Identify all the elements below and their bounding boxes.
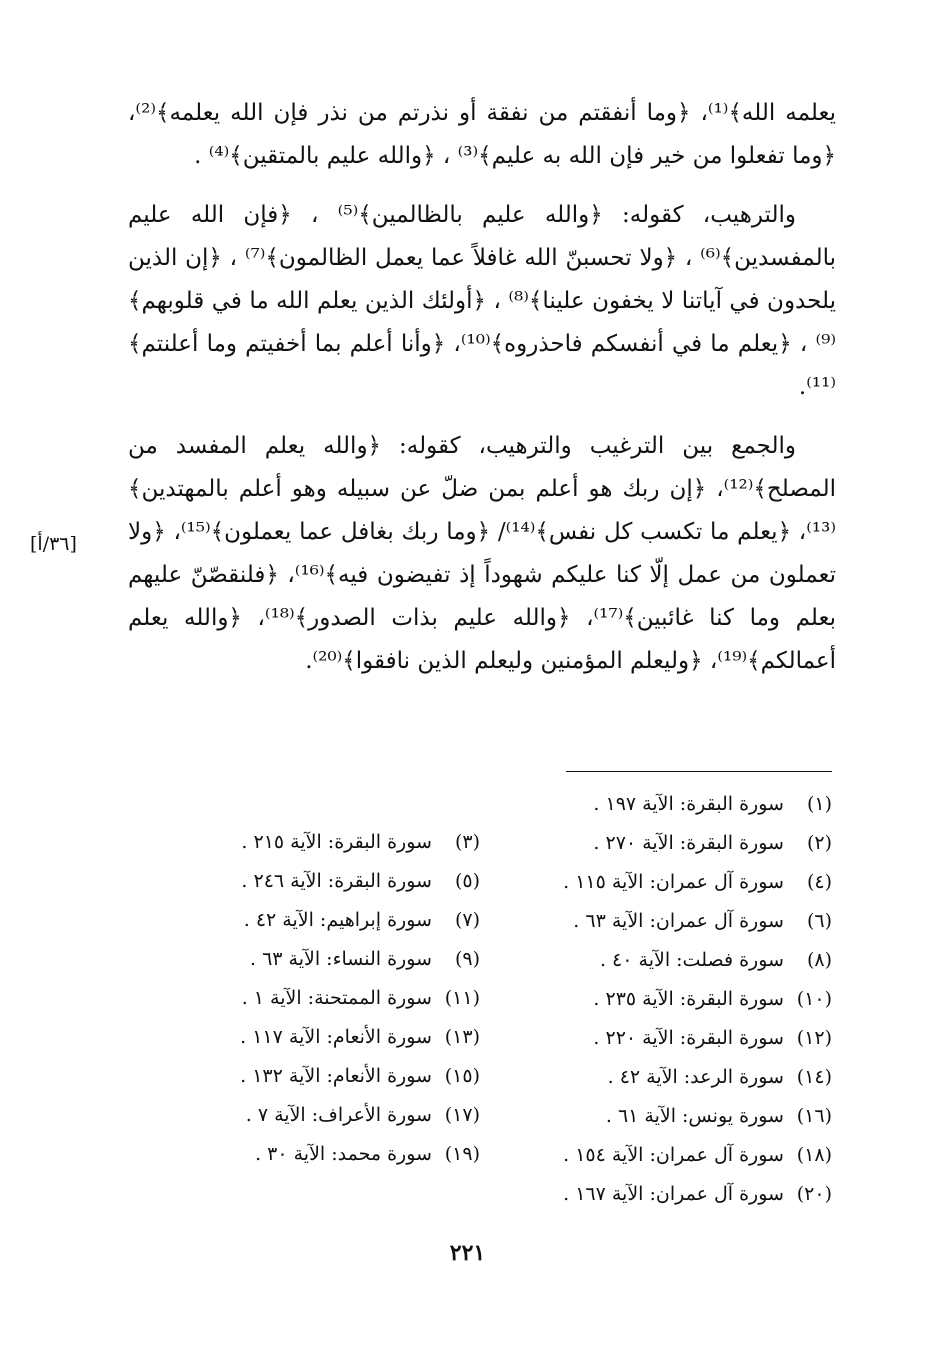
footnote-item	[532, 941, 832, 980]
manuscript-folio-marker: [٣٦/أ]	[30, 533, 77, 555]
footnote-text: سورة آل عمران: الآية ١١٥ .	[563, 871, 784, 893]
footnote-item	[180, 823, 480, 862]
footnote-text: سورة الأنعام: الآية ١٣٢ .	[240, 1065, 432, 1087]
paragraph-1: يعلمه الله﴾⁽¹⁾، ﴿وما أنفقتم من نفقة أو نذرتم من نذر فإن الله يعلمه﴾⁽²⁾، ﴿وما تفعلوا من خير فإن الله به عليم﴾⁽³⁾ ، ﴿والله عليم بالمتقين﴾⁽⁴⁾ .	[128, 100, 836, 169]
footnote-item	[532, 1136, 832, 1175]
footnote-number: (١١)	[444, 987, 480, 1009]
footnote-text: سورة البقرة: الآية ١٩٧ .	[593, 793, 784, 815]
footnote-text: سورة آل عمران: الآية ١٥٤ .	[563, 1144, 784, 1166]
footnote-number: (١٣)	[444, 1026, 480, 1048]
footnote-item	[180, 1135, 480, 1174]
footnote-number: (٤)	[806, 871, 832, 893]
footnote-number: (٢)	[806, 832, 832, 854]
footnote-separator	[566, 771, 832, 772]
paragraph-2: والترهيب، كقوله: ﴿والله عليم بالظالمين﴾⁽⁵⁾ ، ﴿فإن الله عليم بالمفسدين﴾⁽⁶⁾ ، ﴿ولا تحسبنّ الله غافلاً عما يعمل الظالمون﴾⁽⁷⁾ ، ﴿إن الذين يلحدون في آياتنا لا يخفون علينا﴾⁽⁸⁾ ، ﴿أولئك الذين يعلم الله ما في قلوبهم﴾⁽⁹⁾ ، ﴿يعلم ما في أنفسكم فاحذروه﴾⁽¹⁰⁾، ﴿وأنا أعلم بما أخفيتم وما أعلنتم﴾⁽¹¹⁾.	[128, 202, 836, 400]
footnote-item	[532, 980, 832, 1019]
footnote-number: (٧)	[454, 909, 480, 931]
footnote-item	[532, 1019, 832, 1058]
footnote-text: سورة الأنعام: الآية ١١٧ .	[240, 1026, 432, 1048]
footnote-number: (٨)	[806, 949, 832, 971]
footnote-number: (٣)	[454, 831, 480, 853]
footnote-item	[180, 940, 480, 979]
footnote-item	[180, 901, 480, 940]
footnote-item	[532, 824, 832, 863]
footnote-text: سورة فصلت: الآية ٤٠ .	[599, 949, 784, 971]
footnote-number: (١)	[806, 793, 832, 815]
footnote-number: (١٧)	[444, 1104, 480, 1126]
footnote-number: (١٨)	[796, 1144, 832, 1166]
footnote-number: (٩)	[454, 948, 480, 970]
footnote-item	[532, 902, 832, 941]
footnote-number: (١٩)	[444, 1143, 480, 1165]
footnote-text: سورة البقرة: الآية ٢٤٦ .	[241, 870, 432, 892]
footnote-text: سورة الرعد: الآية ٤٢ .	[607, 1066, 784, 1088]
footnote-text: سورة النساء: الآية ٦٣ .	[249, 948, 432, 970]
footnote-item	[180, 1057, 480, 1096]
footnote-text: سورة البقرة: الآية ٢٣٥ .	[593, 988, 784, 1010]
footnote-item	[180, 862, 480, 901]
footnote-number: (٦)	[806, 910, 832, 932]
footnote-text: سورة يونس: الآية ٦١ .	[605, 1105, 784, 1127]
footnotes-right-column	[532, 785, 832, 1214]
footnote-number: (١٦)	[796, 1105, 832, 1127]
footnote-number: (١٤)	[796, 1066, 832, 1088]
footnote-text: سورة البقرة: الآية ٢٢٠ .	[593, 1027, 784, 1049]
footnote-text: سورة الممتحنة: الآية ١ .	[241, 987, 432, 1009]
footnotes-left-column	[180, 823, 480, 1174]
footnote-item	[180, 1096, 480, 1135]
footnote-text: سورة البقرة: الآية ٢١٥ .	[241, 831, 432, 853]
footnote-number: (١٠)	[796, 988, 832, 1010]
footnote-item	[532, 1058, 832, 1097]
footnote-item	[532, 1175, 832, 1214]
footnote-item	[180, 1018, 480, 1057]
footnote-item	[532, 1097, 832, 1136]
footnote-text: سورة آل عمران: الآية ٦٣ .	[573, 910, 784, 932]
footnote-text: سورة البقرة: الآية ٢٧٠ .	[593, 832, 784, 854]
footnote-text: سورة الأعراف: الآية ٧ .	[245, 1104, 432, 1126]
footnote-number: (١٢)	[796, 1027, 832, 1049]
footnote-text: سورة محمد: الآية ٣٠ .	[255, 1143, 432, 1165]
footnote-text: سورة إبراهيم: الآية ٤٢ .	[243, 909, 432, 931]
paragraph-3: والجمع بين الترغيب والترهيب، كقوله: ﴿والله يعلم المفسد من المصلح﴾⁽¹²⁾، ﴿إن ربك هو أعلم بمن ضلّ عن سبيله وهو أعلم بالمهتدين﴾⁽¹³⁾، ﴿يعلم ما تكسب كل نفس﴾⁽¹⁴⁾/ ﴿وما ربك بغافل عما يعملون﴾⁽¹⁵⁾، ﴿ولا تعملون من عمل إلّا كنا عليكم شهوداً إذ تفيضون فيه﴾⁽¹⁶⁾، ﴿فلنقصّنّ عليهم بعلم وما كنا غائبين﴾⁽¹⁷⁾، ﴿والله عليم بذات الصدور﴾⁽¹⁸⁾، ﴿والله يعلم أعمالكم﴾⁽¹⁹⁾، ﴿وليعلم المؤمنين وليعلم الذين نافقوا﴾⁽²⁰⁾.	[128, 433, 836, 674]
main-text	[128, 92, 836, 699]
footnote-number: (١٥)	[444, 1065, 480, 1087]
footnote-item	[532, 863, 832, 902]
footnote-number: (٥)	[454, 870, 480, 892]
footnote-item	[180, 979, 480, 1018]
footnote-item	[532, 785, 832, 824]
footnote-text: سورة آل عمران: الآية ١٦٧ .	[563, 1183, 784, 1205]
footnote-number: (٢٠)	[796, 1183, 832, 1205]
page-number: ٢٢١	[449, 1240, 486, 1266]
